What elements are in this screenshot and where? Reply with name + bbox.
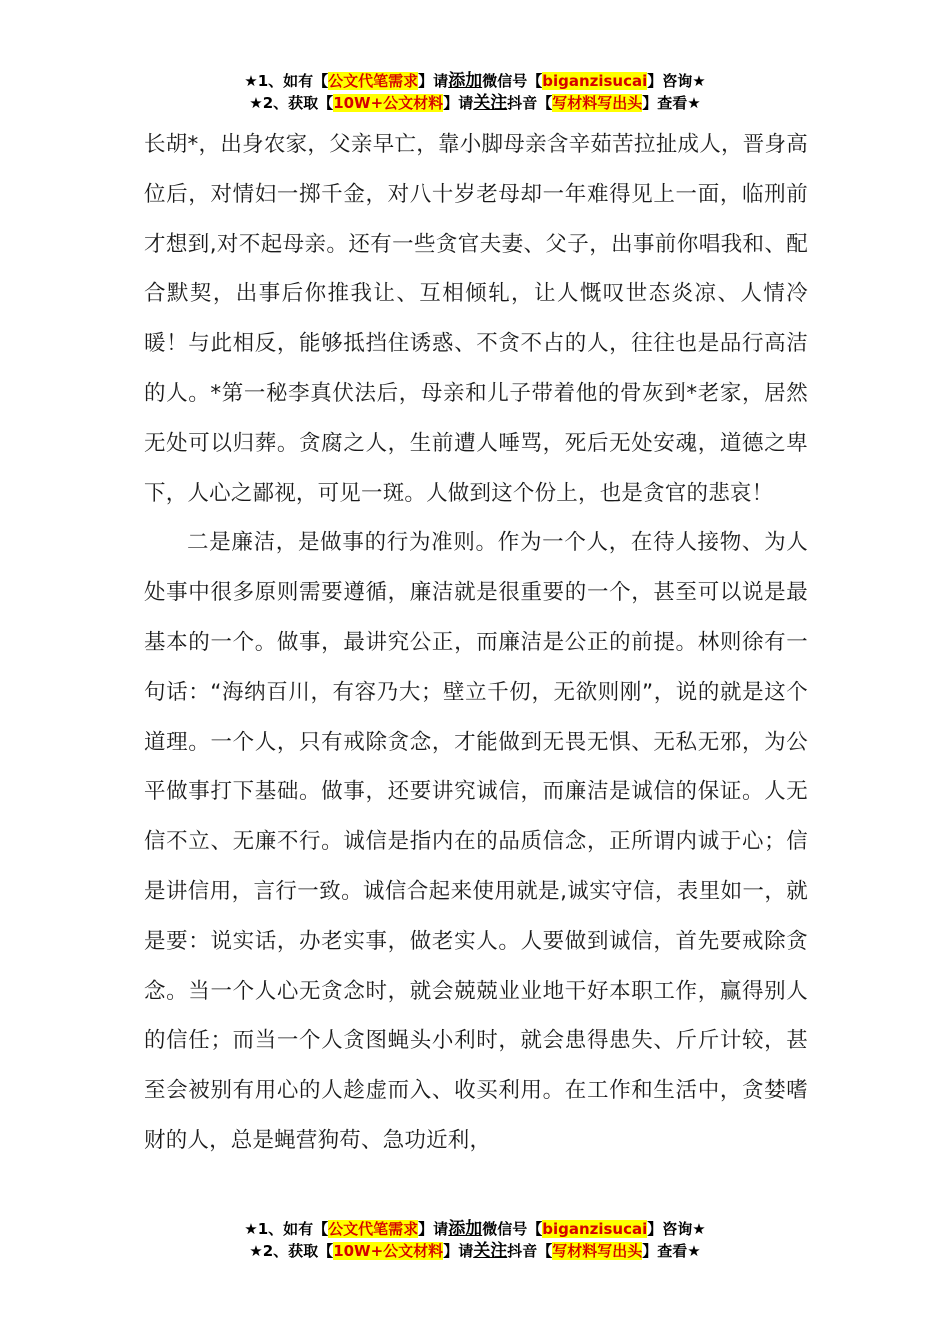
promo-highlight-service: 公文代笔需求 <box>328 1220 419 1238</box>
promo-wechat-id: biganzisucai <box>542 1220 648 1238</box>
body-paragraph: 长胡*，出身农家，父亲早亡，靠小脚母亲含辛茹苦拉扯成人，晋身高位后，对情妇一掷千金，对八十岁老母却一年难得见上一面，临刑前才想到,对不起母亲。还有一些贪官夫妻、父子，出事前你唱我和、配合默契，出事后你推我让、互相倾轧，让人慨叹世态炎凉、人情冷暖！与此相反，能够抵挡住诱惑、不贪不占的人，往往也是品行高洁的人。*第一秘李真伏法后，母亲和儿子带着他的骨灰到*老家，居然无处可以归葬。贪腐之人，生前遭人唾骂，死后无处安魂，道德之卑下，人心之鄙视，可见一斑。人做到这个份上，也是贪官的悲哀！ <box>144 132 808 506</box>
star-icon: ★ <box>249 94 263 112</box>
promo-douyin-account: 写材料写出头 <box>552 1242 643 1260</box>
promo-line-2: ★2、获取【10W+公文材料】请关注抖音【写材料写出头】查看★ <box>249 1241 701 1261</box>
promo-line-2: ★2、获取【10W+公文材料】请关注抖音【写材料写出头】查看★ <box>249 93 701 113</box>
star-icon: ★ <box>687 1242 701 1260</box>
promo-footer <box>0 1218 950 1262</box>
promo-wechat-id: biganzisucai <box>542 72 648 90</box>
promo-highlight-materials: 10W+公文材料 <box>333 94 444 112</box>
star-icon: ★ <box>244 1220 258 1238</box>
body-paragraph: 二是廉洁，是做事的行为准则。作为一个人，在待人接物、为人处事中很多原则需要遵循，廉洁就是很重要的一个，甚至可以说是最基本的一个。做事，最讲究公正，而廉洁是公正的前提。林则徐有一句话：“海纳百川，有容乃大；壁立千仞，无欲则刚”，说的就是这个道理。一个人，只有戒除贪念，才能做到无畏无惧、无私无邪，为公平做事打下基础。做事，还要讲究诚信，而廉洁是诚信的保证。人无信不立、无廉不行。诚信是指内在的品质信念，正所谓内诚于心；信是讲信用，言行一致。诚信合起来使用就是,诚实守信，表里如一，就是要：说实话，办老实事，做老实人。人要做到诚信，首先要戒除贪念。当一个人心无贪念时，就会兢兢业业地干好本职工作，赢得别人的信任；而当一个人贪图蝇头小利时，就会患得患失、斤斤计较，甚至会被别有用心的人趁虚而入、收买利用。在工作和生活中，贪婪嗜财的人，总是蝇营狗苟、急功近利， <box>144 530 808 1153</box>
star-icon: ★ <box>687 94 701 112</box>
star-icon: ★ <box>692 1220 706 1238</box>
promo-highlight-materials: 10W+公文材料 <box>333 1242 444 1260</box>
document-body <box>144 120 808 1166</box>
promo-line-1: ★1、如有【公文代笔需求】请添加微信号【biganzisucai】咨询★ <box>244 1219 706 1239</box>
promo-header <box>0 70 950 114</box>
promo-highlight-service: 公文代笔需求 <box>328 72 419 90</box>
star-icon: ★ <box>249 1242 263 1260</box>
star-icon: ★ <box>244 72 258 90</box>
star-icon: ★ <box>692 72 706 90</box>
promo-douyin-account: 写材料写出头 <box>552 94 643 112</box>
promo-line-1: ★1、如有【公文代笔需求】请添加微信号【biganzisucai】咨询★ <box>244 71 706 91</box>
